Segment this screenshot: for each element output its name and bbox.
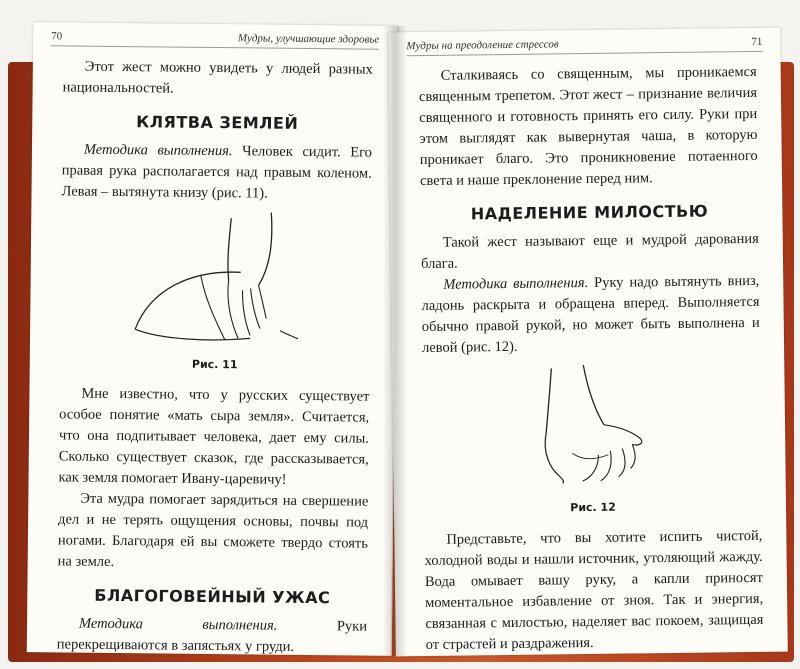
method-text-2: Руки перекрещиваются в запястьях у груди. bbox=[56, 617, 368, 655]
right-page bbox=[388, 28, 788, 657]
right-running-head bbox=[406, 36, 762, 56]
mercy-method bbox=[421, 271, 760, 359]
section-title-oath: КЛЯТВА ЗЕМЛЕЙ bbox=[136, 112, 299, 133]
figure-11 bbox=[60, 208, 371, 351]
left-para-1: Мне известно, что у русских существует особое понятие «мать сыра земля». Считается, что она подпитывает человека, дает ему силы. Сколько существует сказок, где рассказывается, как земля помогает Ивану-царевичу! bbox=[58, 385, 370, 488]
section-title-mercy: НАДЕЛЕНИЕ МИЛОСТЬЮ bbox=[470, 201, 709, 224]
left-page bbox=[27, 22, 399, 656]
left-content bbox=[57, 56, 373, 658]
book-gutter-shadow bbox=[384, 26, 406, 656]
section-title-awe: БЛАГОГОВЕЙНЫЙ УЖАС bbox=[94, 585, 331, 608]
right-content bbox=[419, 62, 764, 656]
right-para-2: Такой жест называют еще и мудрой дарования блага. bbox=[420, 230, 759, 273]
open-hand-illustration bbox=[521, 362, 663, 494]
left-running-head bbox=[51, 30, 379, 49]
method-label-3: Методика выполнения. bbox=[443, 274, 589, 293]
oath-method bbox=[61, 139, 372, 205]
left-page-number: 70 bbox=[51, 30, 63, 43]
method-text-3: Руку надо вытянуть вниз, ладонь раскрыта и обращена вперед. Выполняется обычно правой рукой, но может быть выполнена и левой (рис. 12). bbox=[421, 272, 760, 357]
left-intro: Этот жест можно увидеть у людей разных национальностей. bbox=[62, 58, 373, 97]
right-page-number: 71 bbox=[751, 35, 763, 48]
left-running-title: Мудры, улучшающие здоровье bbox=[237, 32, 380, 46]
awe-method bbox=[57, 613, 367, 658]
hand-on-knee-illustration bbox=[130, 209, 301, 351]
left-para-2: Эта мудра помогает зарядиться на свершение дел и не терять ощущения основы, почвы под ногами. Благодаря ей вы сможете твердо стоять на земле. bbox=[57, 490, 369, 570]
method-text: Человек сидит. Его правая рука располагается над правым коленом. Левая – вытянута книзу (рис. 11). bbox=[61, 143, 373, 202]
right-para-1: Сталкиваясь со священным, мы проникаемся священным трепетом. Этот жест – признание величия священного и готовность принять его силу. Руки при этом выглядят как вывернутая чаша, в которую проникает благо. Это проникновение потаенного света и наше преклонение перед ним. bbox=[418, 63, 758, 190]
right-running-title: Мудры на преодоление стрессов bbox=[406, 38, 559, 53]
figure-12 bbox=[422, 361, 762, 495]
method-label-2: Методика выполнения. bbox=[78, 615, 278, 634]
method-label: Методика выполнения. bbox=[83, 141, 233, 160]
figure-12-caption: Рис. 12 bbox=[570, 500, 616, 515]
right-para-3: Представьте, что вы хотите испить чистой, холодной воды и нашли источник, утоляющий жажду. Вода омывает вашу руку, а капли приносят моментальное избавление от зноя. Так и энергия, связанная с милостью, наделяет вас покоем, защищая от страстей и раздражения. bbox=[424, 527, 764, 654]
figure-11-caption: Рис. 11 bbox=[191, 357, 238, 372]
